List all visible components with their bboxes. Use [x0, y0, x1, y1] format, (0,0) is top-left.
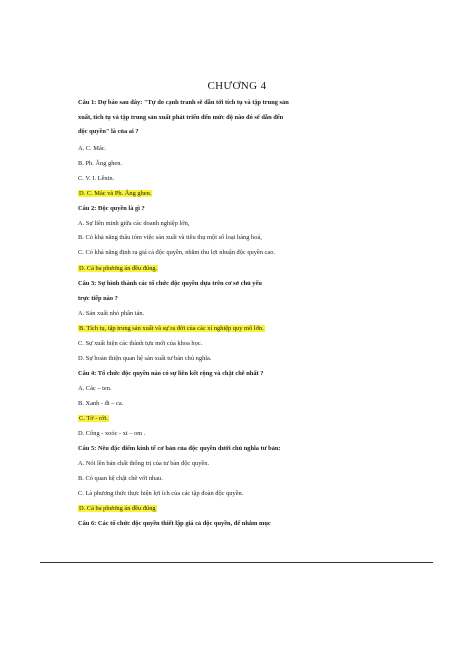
line-text: Câu 5: Nêu đặc điểm kinh tế cơ bản của độc quyền dưới chủ nghĩa tư bản:: [78, 445, 281, 452]
question-text: [78, 369, 263, 378]
answer-option: [78, 354, 211, 363]
line-text: độc quyền" là của ai ?: [78, 128, 139, 135]
line-text: B. Có quan hệ chặt chẽ với nhau.: [78, 475, 163, 482]
line-text: xuất, tích tụ và tập trung sản xuất phát triển đến mức độ nào đó sẽ dẫn đến: [78, 114, 284, 121]
line-text: Câu 3: Sự hình thành các tổ chức độc quyền dựa trên cơ sở chủ yếu: [78, 280, 262, 287]
line-text: A. Nói lên bản chất thống trị của tư bản độc quyền.: [78, 460, 210, 467]
line-text: B. Có khả năng thâu tóm việc sản xuất và tiêu thụ một số loại hàng hoá,: [78, 234, 262, 241]
line-text: Câu 4: Tổ chức độc quyền nào có sự liên kết rộng và chặt chẽ nhất ?: [78, 370, 264, 377]
line-text: C. Là phương thức thực hiện lợi ích của các tập đoàn độc quyền.: [78, 490, 244, 497]
answer-option: [78, 264, 158, 273]
highlighted-answer: C. Tờ - rớt.: [79, 415, 108, 422]
answer-option: [78, 219, 189, 228]
line-text: trực tiếp nào ?: [78, 295, 118, 302]
line-text: B. Xanh - đi – ca.: [78, 400, 124, 407]
answer-option: [78, 113, 283, 122]
answer-option: [78, 159, 122, 168]
answer-option: [78, 414, 109, 423]
answer-option: [78, 339, 202, 348]
question-text: [78, 519, 271, 528]
line-text: Câu 2: Độc quyền là gì ?: [78, 205, 145, 212]
answer-option: [78, 144, 106, 153]
line-text: C. Sự xuất hiện các thành tựu mới của khoa học.: [78, 340, 203, 347]
line-text: Câu 1: Dự báo sau đây: "Tự do cạnh tranh sẽ dẫn tới tích tụ và tập trung sản: [78, 99, 289, 106]
highlighted-answer: D. Cả ba phương án đều đúng.: [79, 265, 158, 272]
answer-option: [78, 127, 139, 136]
answer-option: [78, 459, 209, 468]
highlighted-answer: B. Tích tụ, tập trung sản xuất và sự ra đời của các xí nghiệp quy mô lớn.: [79, 325, 264, 332]
answer-option: [78, 189, 152, 198]
question-text: [78, 98, 289, 107]
line-text: A. Sự liên minh giữa các doanh nghiệp lớn,: [78, 220, 190, 227]
footer-divider: [40, 562, 433, 563]
line-text: A. Sản xuất nhỏ phân tán.: [78, 310, 145, 317]
line-text: D. Sự hoàn thiện quan hệ sản xuất tư bản chủ nghĩa.: [78, 355, 212, 362]
answer-option: [78, 429, 145, 438]
answer-option: [78, 309, 144, 318]
chapter-title: CHƯƠNG 4: [207, 80, 267, 92]
question-text: [78, 444, 281, 453]
answer-option: [78, 474, 163, 483]
question-text: [78, 204, 145, 213]
line-text: A. C. Mác.: [78, 145, 107, 152]
line-text: C. V. I. Lênin.: [78, 175, 115, 182]
line-text: D. Công - xoóc - xi – om .: [78, 430, 146, 437]
answer-option: [78, 504, 157, 513]
answer-option: [78, 174, 114, 183]
question-text: [78, 279, 262, 288]
line-text: B. Ph. Ăng ghen.: [78, 160, 123, 167]
answer-option: [78, 233, 262, 242]
answer-option: [78, 248, 275, 257]
line-text: C. Có khả năng định ra giá cả độc quyền, nhằm thu lợi nhuận độc quyền cao.: [78, 249, 276, 256]
answer-option: [78, 294, 118, 303]
highlighted-answer: D. C. Mác và Ph. Ăng ghen.: [79, 190, 152, 197]
line-text: A. Các – ten.: [78, 385, 112, 392]
line-text: Câu 6: Các tổ chức độc quyền thiết lập giá cả độc quyền, để nhằm mục: [78, 520, 271, 527]
answer-option: [78, 399, 123, 408]
answer-option: [78, 384, 112, 393]
highlighted-answer: D. Cả ba phương án đều đúng: [79, 505, 156, 512]
answer-option: [78, 489, 243, 498]
answer-option: [78, 324, 265, 333]
